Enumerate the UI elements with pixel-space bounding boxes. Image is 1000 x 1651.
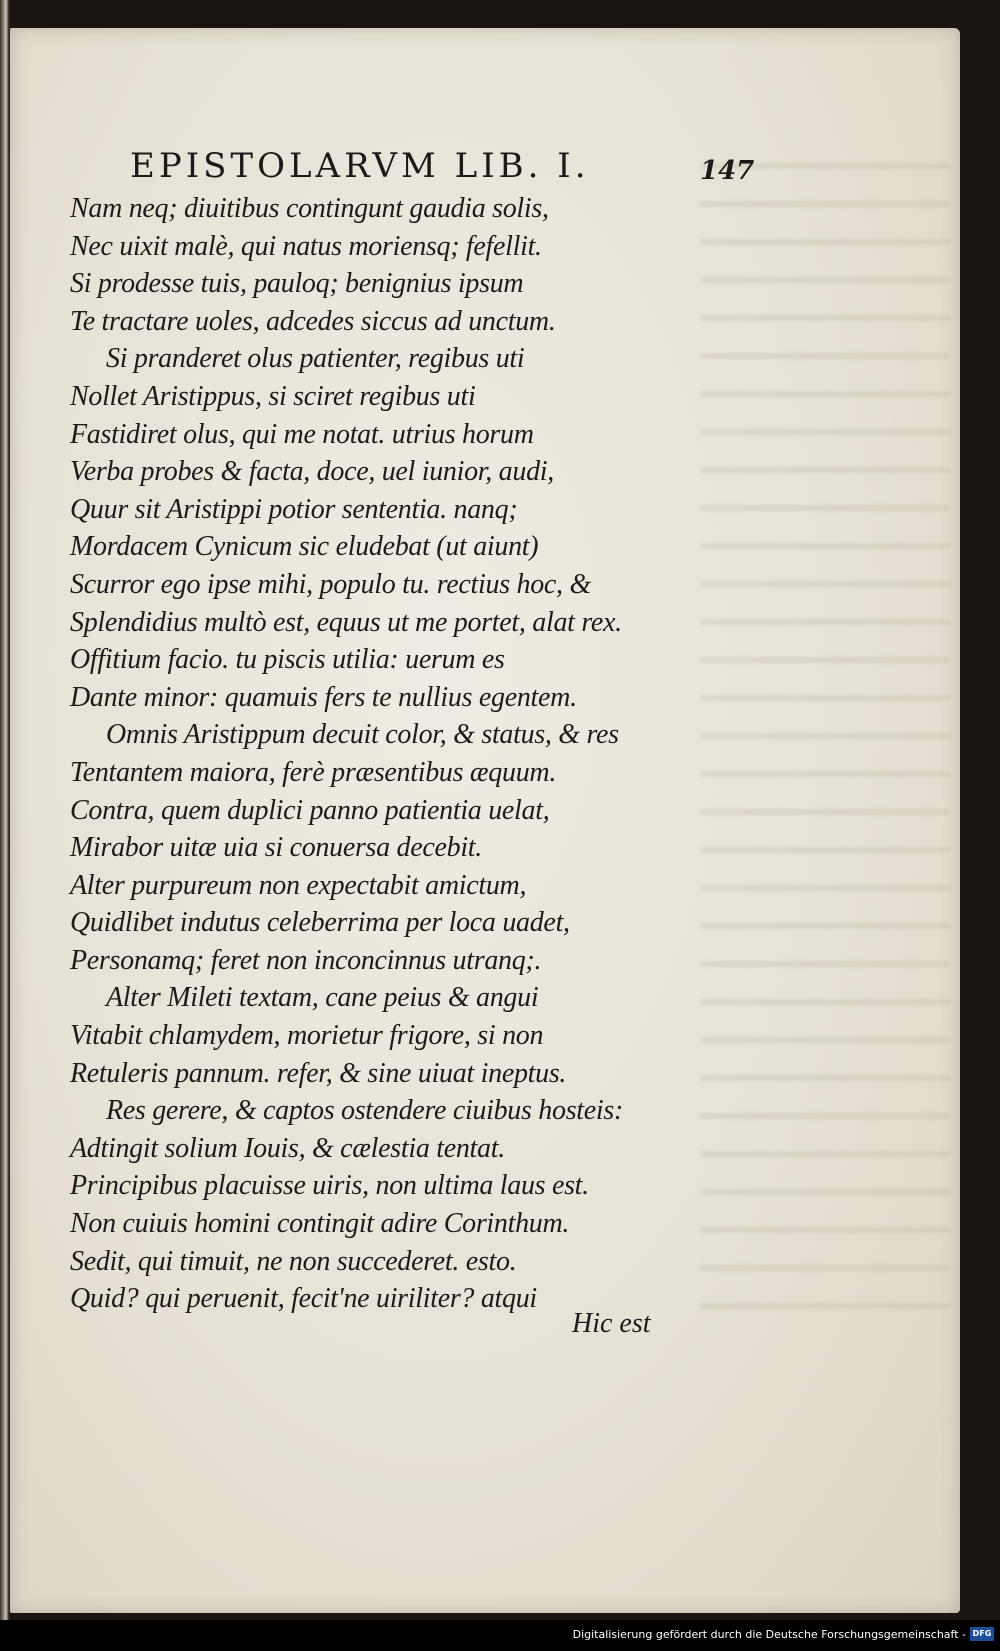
- verse-line: Principibus placuisse uiris, non ultima laus est.: [70, 1170, 589, 1202]
- running-title: EPISTOLARVM LIB. I.: [130, 146, 590, 186]
- folio-number: 147: [700, 156, 755, 186]
- verse-line: Fastidiret olus, qui me notat. utrius horum: [70, 418, 534, 450]
- verse-line: Verba probes & facta, doce, uel iunior, audi,: [70, 456, 554, 488]
- verse-line: Splendidius multò est, equus ut me portet, alat rex.: [70, 606, 622, 638]
- verse-line: Vitabit chlamydem, morietur frigore, si non: [70, 1020, 544, 1052]
- verse-line: Omnis Aristippum decuit color, & status, & res: [106, 719, 619, 751]
- verse-line: Si prodesse tuis, pauloq; benignius ipsum: [70, 268, 524, 300]
- dfg-logo-text: DFG: [972, 1629, 992, 1638]
- verse-line: Nollet Aristippus, si sciret regibus uti: [70, 380, 476, 412]
- verse-line: Mordacem Cynicum sic eludebat (ut aiunt): [70, 531, 539, 563]
- verse-line: Si pranderet olus patienter, regibus uti: [106, 343, 525, 375]
- verse-line: Scurror ego ipse mihi, populo tu. rectius hoc, &: [70, 568, 591, 600]
- verse-line: Non cuiuis homini contingit adire Corinthum.: [70, 1208, 570, 1240]
- verse-line: Retuleris pannum. refer, & sine uiuat ineptus.: [70, 1057, 567, 1089]
- verse-line: Quur sit Aristippi potior sententia. nanq;: [70, 493, 518, 525]
- verse-line: Sedit, qui timuit, ne non succederet. esto.: [70, 1245, 517, 1277]
- verse-line: Quid? qui peruenit, fecit'ne uiriliter? atqui: [70, 1283, 537, 1315]
- verse-line: Mirabor uitæ uia si conuersa decebit.: [70, 832, 482, 864]
- footer-credit: Digitalisierung gefördert durch die Deutsche Forschungsgemeinschaft -: [572, 1628, 966, 1641]
- verse-line: Nec uixit malè, qui natus moriensq; fefellit.: [70, 230, 542, 262]
- verse-line: Adtingit solium Iouis, & cælestia tentat.: [70, 1132, 505, 1164]
- show-through-text: [700, 138, 950, 1338]
- verse-line: Offitium facio. tu piscis utilia: uerum es: [70, 644, 505, 676]
- verse-line: Dante minor: quamuis fers te nullius egentem.: [70, 681, 577, 713]
- verse-line: Alter Mileti textam, cane peius & angui: [106, 982, 539, 1014]
- verse-line: Tentantem maiora, ferè præsentibus æquum.: [70, 756, 557, 788]
- verse-line: Res gerere, & captos ostendere ciuibus hosteis:: [106, 1095, 624, 1127]
- verse-line: Te tractare uoles, adcedes siccus ad unctum.: [70, 305, 556, 337]
- catchword: Hic est: [572, 1308, 651, 1339]
- digitization-footer: [0, 1620, 1000, 1651]
- verse-list: [70, 190, 730, 1318]
- verse-line: Quidlibet indutus celeberrima per loca uadet,: [70, 907, 570, 939]
- verse-line: Contra, quem duplici panno patientia uelat,: [70, 794, 550, 826]
- book-page: [10, 28, 960, 1613]
- verse-line: Alter purpureum non expectabit amictum,: [70, 869, 527, 901]
- dfg-logo-icon: [970, 1627, 994, 1641]
- verse-line: Nam neq; diuitibus contingunt gaudia solis,: [70, 193, 549, 224]
- verse-line: Personamq; feret non inconcinnus utranq;.: [70, 944, 542, 976]
